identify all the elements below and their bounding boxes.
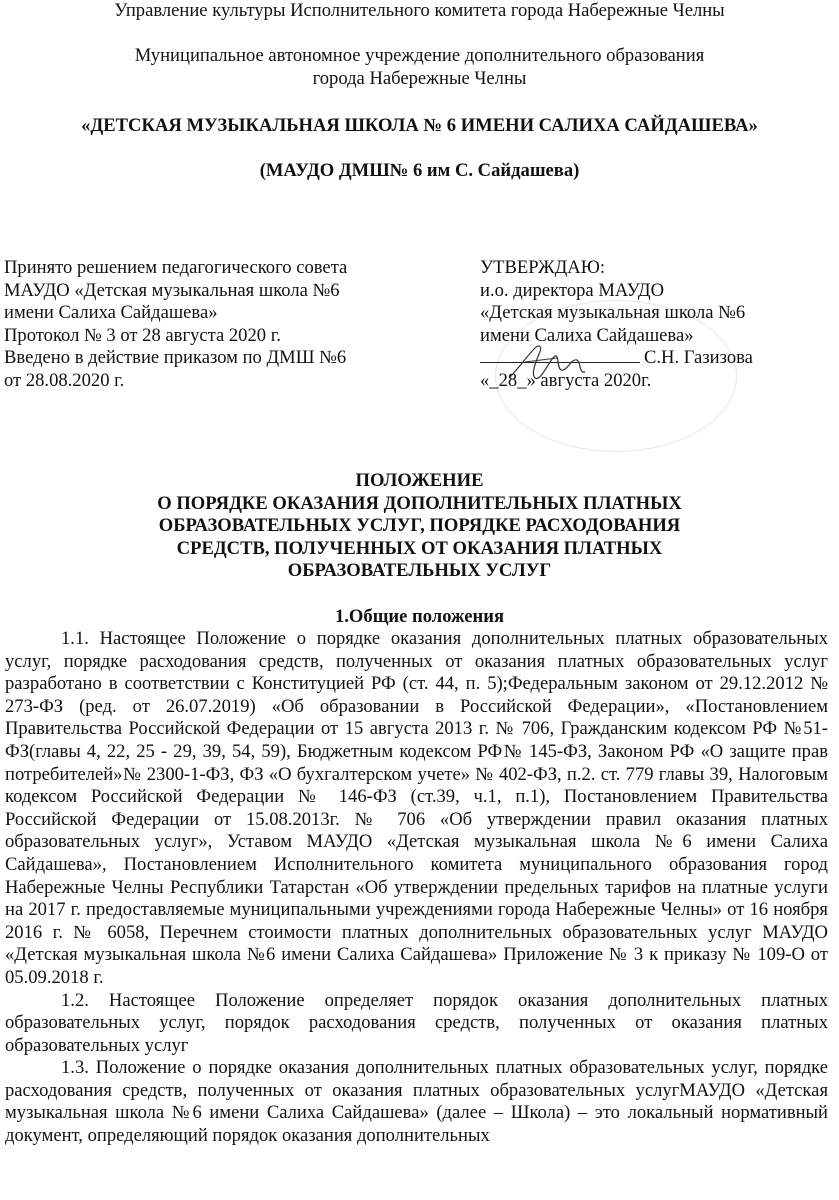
school-short-name: (МАУДО ДМШ№ 6 им С. Сайдашева)	[259, 160, 580, 181]
adoption-line: от 28.08.2020 г.	[4, 369, 125, 391]
adoption-line: Введено в действие приказом по ДМШ №6	[4, 347, 347, 369]
signatory-name: С.Н. Газизова	[644, 347, 753, 369]
title-line: ОБРАЗОВАТЕЛЬНЫХ УСЛУГ, ПОРЯДКЕ РАСХОДОВАНИЯ	[158, 515, 681, 537]
title-line: СРЕДСТВ, ПОЛУЧЕННЫХ ОТ ОКАЗАНИЯ ПЛАТНЫХ	[176, 537, 663, 559]
approval-line: УТВЕРЖДАЮ:	[480, 257, 606, 278]
title-line: О ПОРЯДКЕ ОКАЗАНИЯ ДОПОЛНИТЕЛЬНЫХ ПЛАТНЫХ	[157, 492, 682, 514]
approval-line: имени Салиха Сайдашева»	[480, 324, 694, 346]
adoption-block	[4, 257, 444, 393]
approval-line: и.о. директора МАУДО	[480, 279, 665, 301]
paragraph-1-2: 1.2. Настоящее Положение определяет порядок оказания дополнительных платных образовательных услуг, порядок расходования средств, полученных от оказания платных образовательных услуг	[5, 989, 828, 1056]
institution-line-2: города Набережные Челны	[312, 67, 527, 89]
paragraph-1-3: 1.3. Положение о порядке оказания дополнительных платных образовательных услуг, порядке расходования средств, полученных от оказания платных образовательных услугМАУДО «Детская музыкальная школа №6 имени Салиха Сайдашева» (далее – Школа) – это локальный нормативный документ, определяющий порядок оказания дополнительных	[5, 1057, 828, 1147]
approval-date: «_28_» августа 2020г.	[480, 369, 652, 391]
adoption-line: Протокол № 3 от 28 августа 2020 г.	[4, 324, 281, 346]
approval-line: «Детская музыкальная школа №6	[480, 302, 746, 324]
section-heading: 1.Общие положения	[334, 606, 505, 627]
adoption-line: имени Салиха Сайдашева»	[4, 302, 218, 324]
institution-line-1: Муниципальное автономное учреждение дополнительного образования	[134, 45, 705, 66]
handwritten-signature	[505, 338, 595, 394]
adoption-line: МАУДО «Детская музыкальная школа №6	[4, 279, 340, 301]
document-title	[0, 470, 839, 583]
title-line: ОБРАЗОВАТЕЛЬНЫХ УСЛУГ	[287, 560, 552, 582]
adoption-line: Принято решением педагогического совета	[4, 257, 348, 278]
institution-name	[0, 45, 839, 90]
paragraph-1-1: 1.1. Настоящее Положение о порядке оказания дополнительных платных образовательных услуг, порядке расходования средств, полученных от оказания платных образовательных услуг разработано в соответствии с Конституцией РФ (ст. 44, п. 5);Федеральным законом от 29.12.2012 № 273-ФЗ (ред. от 26.07.2019) «Об образовании в Российской Федерации», «Постановлением Правительства Российской Федерации от 15 августа 2013 г. № 706, Гражданским кодексом РФ №51-ФЗ(главы 4, 22, 25 - 29, 39, 54, 59), Бюджетным кодексом РФ№ 145-ФЗ, Законом РФ «О защите прав потребителей»№ 2300-1-ФЗ, ФЗ «О бухгалтерском учете» № 402-ФЗ, п.2. ст. 779 главы 39, Налоговым кодексом Российской Федерации № 146-ФЗ (ст.39, ч.1, п.1), Постановлением Правительства Российской Федерации от 15.08.2013г. № 706 «Об утверждении правил оказания платных образовательных услуг», Уставом МАУДО «Детская музыкальная школа №6 имени Салиха Сайдашева», Постановлением Исполнительного комитета муниципального образования город Набережные Челны Республики Татарстан «Об утверждении предельных тарифов на платные услуги на 2017 г. предоставляемые муниципальными учреждениями города Набережные Челны» от 16 ноября 2016 г. № 6058, Перечнем стоимости платных дополнительных образовательных услуг МАУДО «Детская музыкальная школа №6 имени Салиха Сайдашева» Приложение № 3 к приказу № 109-О от 05.09.2018 г.	[5, 628, 828, 988]
section-body	[5, 628, 828, 1148]
title-line: ПОЛОЖЕНИЕ	[355, 470, 484, 491]
school-name: «ДЕТСКАЯ МУЗЫКАЛЬНАЯ ШКОЛА № 6 ИМЕНИ САЛИХА САЙДАШЕВА»	[81, 115, 758, 136]
authority-line: Управление культуры Исполнительного комитета города Набережные Челны	[114, 0, 725, 21]
